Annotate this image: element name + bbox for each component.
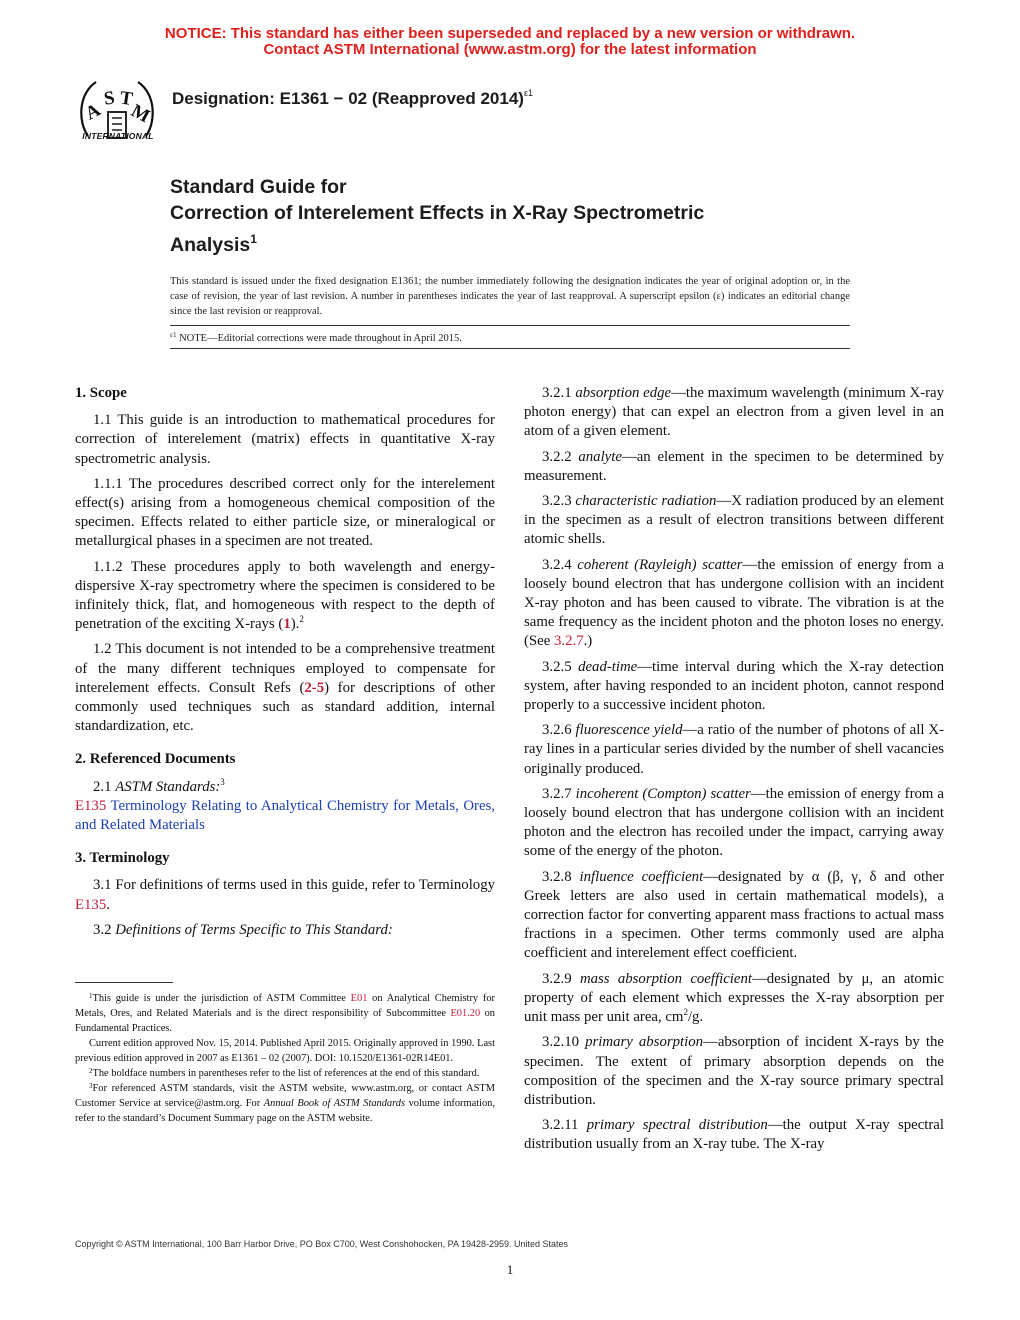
- title-line-1: Standard Guide for: [170, 176, 347, 198]
- copyright-line: Copyright © ASTM International, 100 Barr Harbor Drive, PO Box C700, West Conshohocken, PA 19428-2959. United States: [75, 1239, 569, 1249]
- notice-line-2: Contact ASTM International (www.astm.org) for the latest information: [263, 41, 757, 58]
- logo-caption: INTERNATIONAL: [82, 131, 154, 141]
- para-1-1: 1.1 This guide is an introduction to mathematical procedures for correction of interelement (matrix) effects in quantitative X-ray spectrometric analysis.: [75, 412, 495, 467]
- footnote-divider: [75, 982, 173, 983]
- def-3-2-2: 3.2.2 analyte—an element in the specimen to be determined by measurement.: [524, 448, 945, 484]
- footnote-3: $^3$For referenced ASTM standards, visit the ASTM website, www.astm.org, or contact ASTM Customer Service at service@astm.org. For Annual Book of ASTM Standards volume information, refer to the standard’s Document Summary page on the ASTM website.: [75, 1082, 495, 1124]
- editorial-note-mark: ε1: [170, 331, 177, 339]
- footnote-1: $^1$This guide is under the jurisdiction of ASTM Committee E01 on Analytical Chemistry for Metals, Ores, and Related Materials and is the direct responsibility of Subcommittee E01.20 on Fundamental Practices.: [75, 992, 495, 1034]
- footnotes: [75, 991, 495, 1126]
- document-title: [170, 174, 870, 258]
- svg-text:T: T: [118, 87, 134, 111]
- divider-top: [170, 325, 850, 326]
- issuance-statement: This standard is issued under the fixed designation E1361; the number immediately following the designation indicates the year of original adoption or, in the case of revision, the year of last revision. A number in parentheses indicates the year of last reapproval. A superscript epsilon (ε) indicates an editorial change since the last revision or reapproval.: [170, 276, 850, 317]
- para-1-2: 1.2 This document is not intended to be a comprehensive treatment of the many different techniques employed to compensate for interelement effects. Consult Refs (2-5) for descriptions of other commonly used techniques such as standard addition, internal standardization, etc.: [75, 641, 495, 735]
- title-analysis: Analysis: [170, 234, 251, 256]
- section-terminology-heading: 3. Terminology: [75, 850, 170, 867]
- editorial-note-text: NOTE—Editorial corrections were made throughout in April 2015.: [179, 333, 462, 344]
- title-line-3: [170, 226, 870, 258]
- footnote-1-edition: Current edition approved Nov. 15, 2014. Published April 2015. Originally approved in 1990. Last previous edition approved in 2007 as E1361 – 02 (2007). DOI: 10.1520/E1361-02R14E01.: [75, 1038, 495, 1064]
- def-3-2-3: 3.2.3 characteristic radiation—X radiation produced by an element in the specimen as a result of electron transitions between different atomic shells.: [524, 493, 944, 548]
- footnote-2-mark: 2: [299, 614, 304, 625]
- title-line-2: Correction of Interelement Effects in X-Ray Spectrometric: [170, 202, 705, 224]
- designation-text: Designation: E1361 − 02 (Reapproved 2014): [172, 89, 524, 108]
- def-3-2-6: 3.2.6 fluorescence yield—a ratio of the number of photons of all X-ray lines in a particular series divided by the number of shell vacancies originally produced.: [524, 722, 945, 777]
- divider-bottom: [170, 348, 850, 349]
- ref-link-1[interactable]: 1: [283, 616, 291, 633]
- designation-epsilon: ε1: [523, 88, 533, 98]
- editorial-note: [170, 331, 462, 344]
- para-1-1-2: 1.1.2 These procedures apply to both wavelength and energy-dispersive X-ray spectrometry where the specimen is considered to be infinitely thick, flat, and homogeneous with respect to the depth of penetration of the exciting X-rays (1).$^2$: [75, 558, 495, 633]
- def-3-2-4: 3.2.4 coherent (Rayleigh) scatter—the emission of energy from a loosely bound electron that has undergone collision with an incident X-ray photon and has been caused to vibrate. The vibration is at the same frequency as the incident photon and the photon loses no energy. (See 3.2.7.): [524, 556, 944, 650]
- para-2-1: 2.1 ASTM Standards:$^3$: [93, 776, 225, 795]
- para-3-1: 3.1 For definitions of terms used in this guide, refer to Terminology E135.: [75, 877, 495, 913]
- e135-title[interactable]: Terminology Relating to Analytical Chemistry for Metals, Ores, and Related Materials: [75, 797, 495, 834]
- def-3-2-11: 3.2.11 primary spectral distribution—the output X-ray spectral distribution usually from an X-ray tube. The X-ray: [524, 1117, 944, 1153]
- section-scope-heading: 1. Scope: [75, 385, 127, 401]
- svg-text:A: A: [82, 99, 104, 125]
- notice-line-1: NOTICE: This standard has either been superseded and replaced by a new version or withdrawn.: [164, 25, 856, 42]
- def-3-2-8: 3.2.8 influence coefficient—designated by α (β, γ, δ and other Greek letters are also used in certain mathematical models), a correction factor for converting apparent mass fractions to actual mass fractions in a specimen. Other terms commonly used are alpha coefficient and interelement effect coefficient.: [524, 868, 944, 962]
- title-footnote-mark: 1: [250, 232, 257, 246]
- def-3-2-9: 3.2.9 mass absorption coefficient—designated by μ, an atomic property of each element which expresses the X-ray absorption per unit mass per unit area, $cm^2/g$.: [524, 970, 945, 1026]
- standard-e135-link[interactable]: [75, 797, 495, 835]
- left-column: [75, 384, 495, 946]
- para-3-2: 3.2 Definitions of Terms Specific to This Standard:: [93, 921, 393, 938]
- xref-3-2-7[interactable]: 3.2.7: [554, 633, 584, 650]
- withdrawal-notice: [0, 26, 1020, 58]
- subcommittee-e0120-link[interactable]: E01.20: [450, 1008, 481, 1019]
- def-3-2-10: 3.2.10 primary absorption—absorption of incident X-rays by the specimen. The extent of primary absorption depends on the composition of the specimen and the X-ray source primary spectral distribution.: [524, 1034, 944, 1108]
- footnote-2: $^2$The boldface numbers in parentheses refer to the list of references at the end of this standard.: [89, 1067, 480, 1079]
- ref-link-2-5[interactable]: 2-5: [304, 679, 325, 696]
- svg-text:S: S: [102, 87, 117, 110]
- right-column: [524, 384, 944, 1161]
- e135-code[interactable]: E135: [75, 797, 107, 814]
- footnote-3-mark: 3: [220, 776, 225, 787]
- designation: [172, 88, 533, 109]
- svg-text:M: M: [127, 100, 154, 128]
- section-referenced-docs-heading: 2. Referenced Documents: [75, 751, 236, 768]
- e135-ref-link[interactable]: E135: [75, 896, 107, 913]
- def-3-2-5: 3.2.5 dead-time—time interval during which the X-ray detection system, after having responded to an incident photon, cannot respond properly to a successive incident photon.: [524, 658, 945, 714]
- para-1-1-1: 1.1.1 The procedures described correct only for the interelement effect(s) arising from a homogeneous chemical composition of the specimen. Effects related to either particle size, or mineralogical or metallurgical phases in a specimen are not treated.: [75, 475, 495, 550]
- def-3-2-1: 3.2.1 absorption edge—the maximum wavelength (minimum X-ray photon energy) that can expel an electron from a given level in an atom of a given element.: [524, 385, 944, 440]
- committee-e01-link[interactable]: E01: [350, 993, 368, 1004]
- def-3-2-7: 3.2.7 incoherent (Compton) scatter—the emission of energy from a loosely bound electron that has undergone collision with an incident photon and the electron has recoiled under the impact, carrying away some of the energy of the photon.: [524, 785, 945, 860]
- page-number: 1: [506, 1262, 514, 1277]
